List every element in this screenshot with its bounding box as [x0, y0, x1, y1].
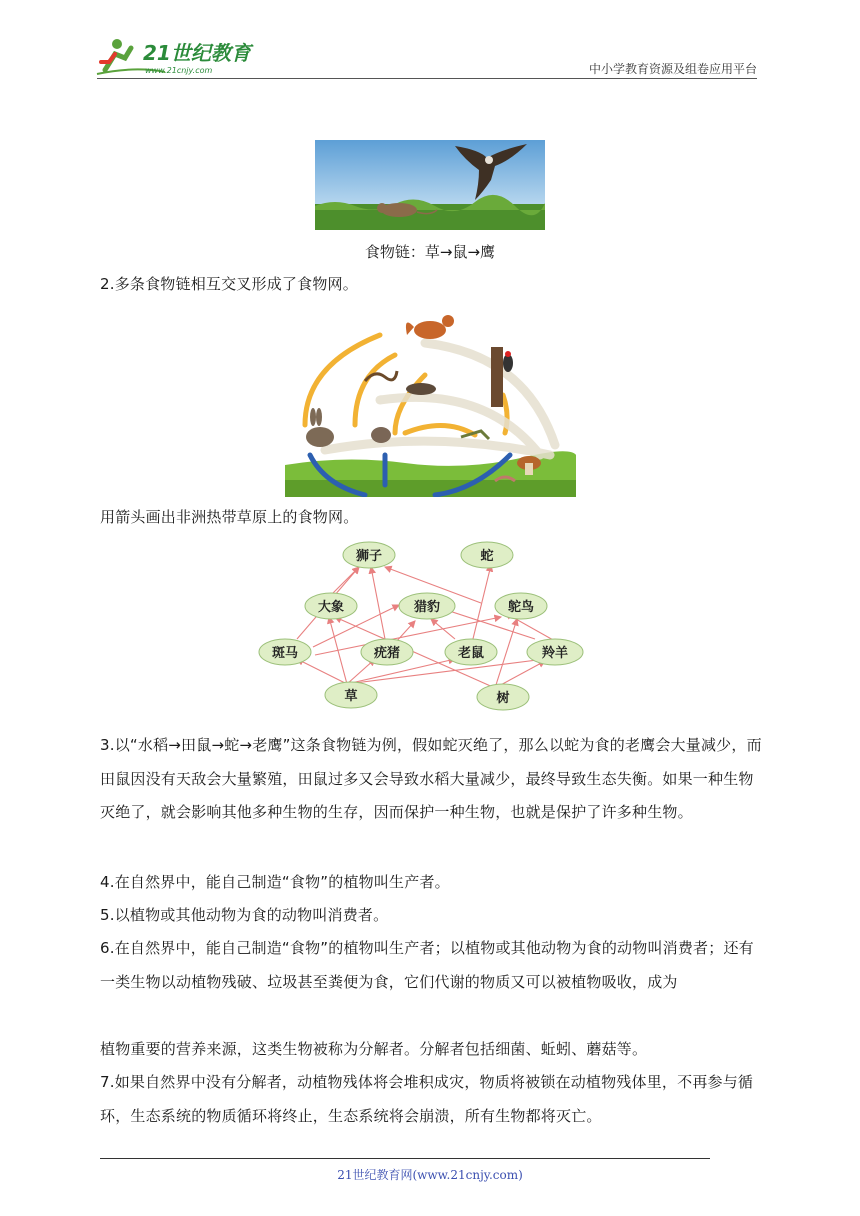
paragraph-2: 2.多条食物链相互交叉形成了食物网。	[100, 275, 358, 293]
footer-divider	[100, 1158, 710, 1159]
paragraph-4: 4.在自然界中，能自己制造“食物”的植物叫生产者。	[100, 873, 450, 891]
platform-tagline: 中小学教育资源及组卷应用平台	[588, 62, 757, 76]
logo-url: www.21cnjy.com	[145, 66, 213, 75]
node-elephant	[305, 593, 357, 619]
paragraph-3: 3.以“水稻→田鼠→蛇→老鹰”这条食物链为例，假如蛇灭绝了，那么以蛇为食的老鹰会大量减少，而田鼠因没有天敌会大量繁殖，田鼠过多又会导致水稻大量减少，最终导致生态失衡。如果一种生物灭绝了，就会影响其他多种生物的生存，因而保护一种生物，也就是保护了许多种生物。	[100, 736, 762, 821]
photo-caption: 食物链：草→鼠→鹰	[364, 243, 496, 261]
node-boar	[361, 639, 413, 665]
mole-icon	[406, 383, 436, 395]
food-web-illustration	[285, 305, 576, 497]
node-lion	[343, 542, 395, 568]
svg-text:猎豹: 猎豹	[413, 600, 441, 615]
svg-text:羚羊: 羚羊	[541, 646, 569, 661]
node-antelope	[527, 639, 583, 665]
node-zebra	[259, 639, 311, 665]
savanna-food-web-diagram	[255, 535, 605, 717]
svg-text:斑马: 斑马	[271, 646, 299, 661]
paragraph-5: 5.以植物或其他动物为食的动物叫消费者。	[100, 906, 389, 924]
paragraph-6: 6.在自然界中，能自己制造“食物”的植物叫生产者；以植物或其他动物为食的动物叫消费者；还有一类生物以动植物残破、垃圾甚至粪便为食，它们代谢的物质又可以被植物吸收，成为	[100, 939, 754, 991]
node-snake	[461, 542, 513, 568]
header-divider	[97, 78, 757, 79]
food-web-arrows	[297, 565, 555, 688]
node-tree	[477, 684, 529, 710]
svg-text:蛇: 蛇	[480, 549, 494, 564]
paragraph-draw-instruction: 用箭头画出非洲热带草原上的食物网。	[100, 508, 359, 526]
paragraph-6-continued: 植物重要的营养来源，这类生物被称为分解者。分解者包括细菌、蚯蚓、蘑菇等。	[100, 1040, 648, 1058]
mouse-icon-2	[371, 427, 391, 443]
logo-text: 21世纪教育	[143, 41, 251, 65]
svg-text:鸵鸟: 鸵鸟	[507, 600, 535, 615]
svg-text:狮子: 狮子	[355, 549, 383, 564]
node-grass	[325, 682, 377, 708]
logo	[95, 36, 265, 80]
node-rat	[445, 639, 497, 665]
svg-text:树: 树	[496, 691, 510, 706]
node-cheetah	[399, 593, 455, 619]
svg-text:草: 草	[344, 689, 358, 704]
eagle-mouse-photo	[315, 140, 545, 230]
paragraph-7: 7.如果自然界中没有分解者，动植物残体将会堆积成灾，物质将被锁在动植物残体里，不再参与循环，生态系统的物质循环将终止，生态系统将会崩溃，所有生物都将灭亡。	[100, 1073, 754, 1125]
node-ostrich	[495, 593, 547, 619]
svg-text:老鼠: 老鼠	[457, 646, 485, 661]
svg-text:大象: 大象	[317, 600, 345, 615]
svg-text:疣猪: 疣猪	[373, 646, 401, 661]
footer-text: 21世纪教育网(www.21cnjy.com)	[337, 1168, 523, 1182]
